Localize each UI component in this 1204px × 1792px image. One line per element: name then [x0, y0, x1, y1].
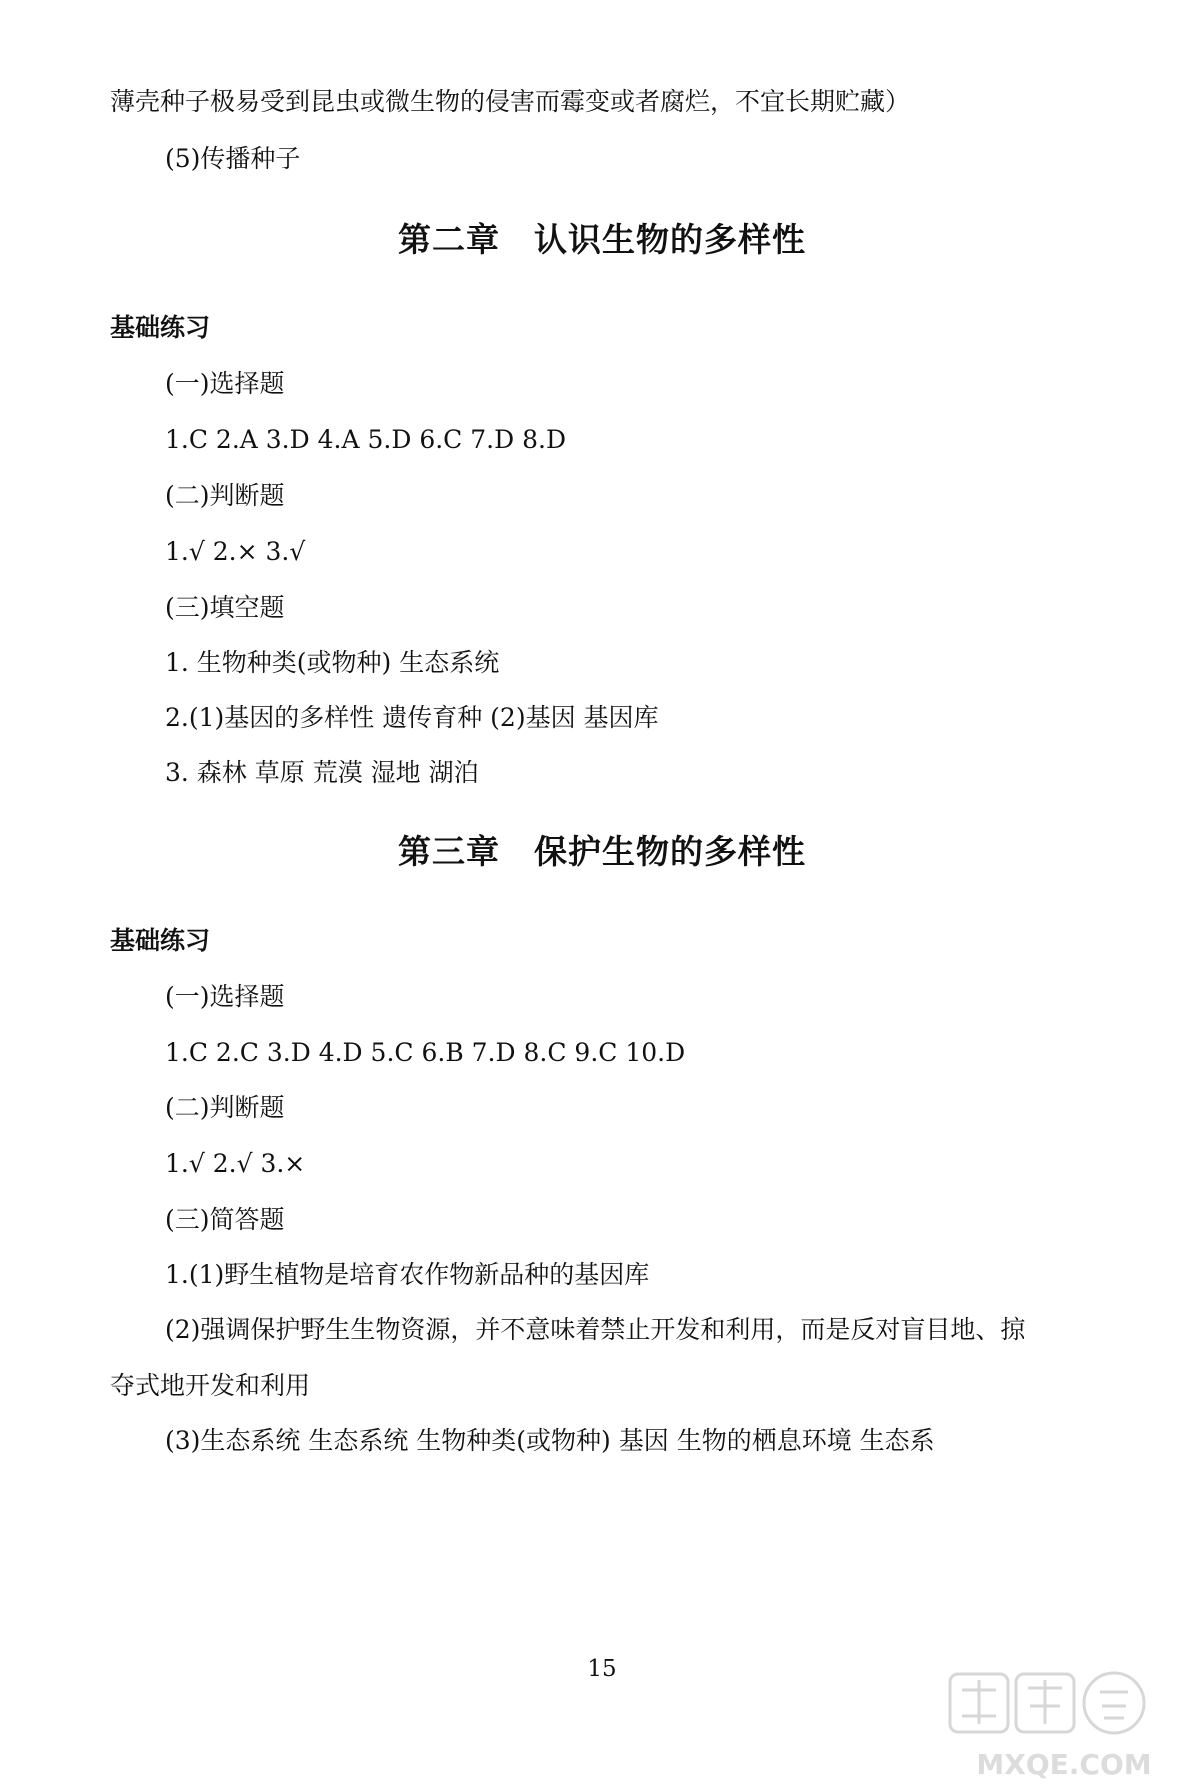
answer-line: 1.√ 2.× 3.√	[165, 537, 306, 566]
question-type-heading: (三)简答题	[165, 1205, 285, 1234]
answer-line: 1.(1)野生植物是培育农作物新品种的基因库	[165, 1260, 650, 1289]
answer-line: 1.√ 2.√ 3.×	[165, 1149, 306, 1178]
chapter-3-heading	[0, 830, 1204, 874]
answer-line: 1. 生物种类(或物种) 生态系统	[165, 648, 500, 677]
answer-line: 3. 森林 草原 荒漠 湿地 湖泊	[165, 758, 479, 787]
section-heading: 基础练习	[110, 313, 211, 342]
answer-line: 2.(1)基因的多样性 遗传育种 (2)基因 基因库	[165, 703, 659, 732]
text-line: (5)传播种子	[165, 144, 301, 173]
answer-line: 1.C 2.A 3.D 4.A 5.D 6.C 7.D 8.D	[165, 425, 566, 454]
answer-line: (3)生态系统 生态系统 生物种类(或物种) 基因 生物的栖息环境 生态系	[165, 1426, 935, 1455]
chapter-title: 保护生物的多样性	[534, 832, 806, 871]
chapter-title: 认识生物的多样性	[534, 220, 806, 259]
watermark-url: MXQE.COM	[976, 1748, 1152, 1781]
section-heading: 基础练习	[110, 926, 211, 955]
text-line: 薄壳种子极易受到昆虫或微生物的侵害而霉变或者腐烂，不宜长期贮藏）	[110, 87, 911, 116]
question-type-heading: (三)填空题	[165, 593, 285, 622]
page-number: 15	[587, 1656, 617, 1682]
answer-line: (2)强调保护野生生物资源，并不意味着禁止开发和利用，而是反对盲目地、掠	[165, 1315, 1026, 1344]
question-type-heading: (二)判断题	[165, 481, 285, 510]
chapter-2-heading	[0, 218, 1204, 262]
answer-line-continued: 夺式地开发和利用	[110, 1371, 311, 1400]
question-type-heading: (一)选择题	[165, 369, 285, 398]
question-type-heading: (二)判断题	[165, 1093, 285, 1122]
watermark-logo	[944, 1666, 1184, 1784]
question-type-heading: (一)选择题	[165, 982, 285, 1011]
chapter-number: 第三章	[398, 832, 500, 871]
answer-line: 1.C 2.C 3.D 4.D 5.C 6.B 7.D 8.C 9.C 10.D	[165, 1038, 686, 1067]
chapter-number: 第二章	[398, 220, 500, 259]
